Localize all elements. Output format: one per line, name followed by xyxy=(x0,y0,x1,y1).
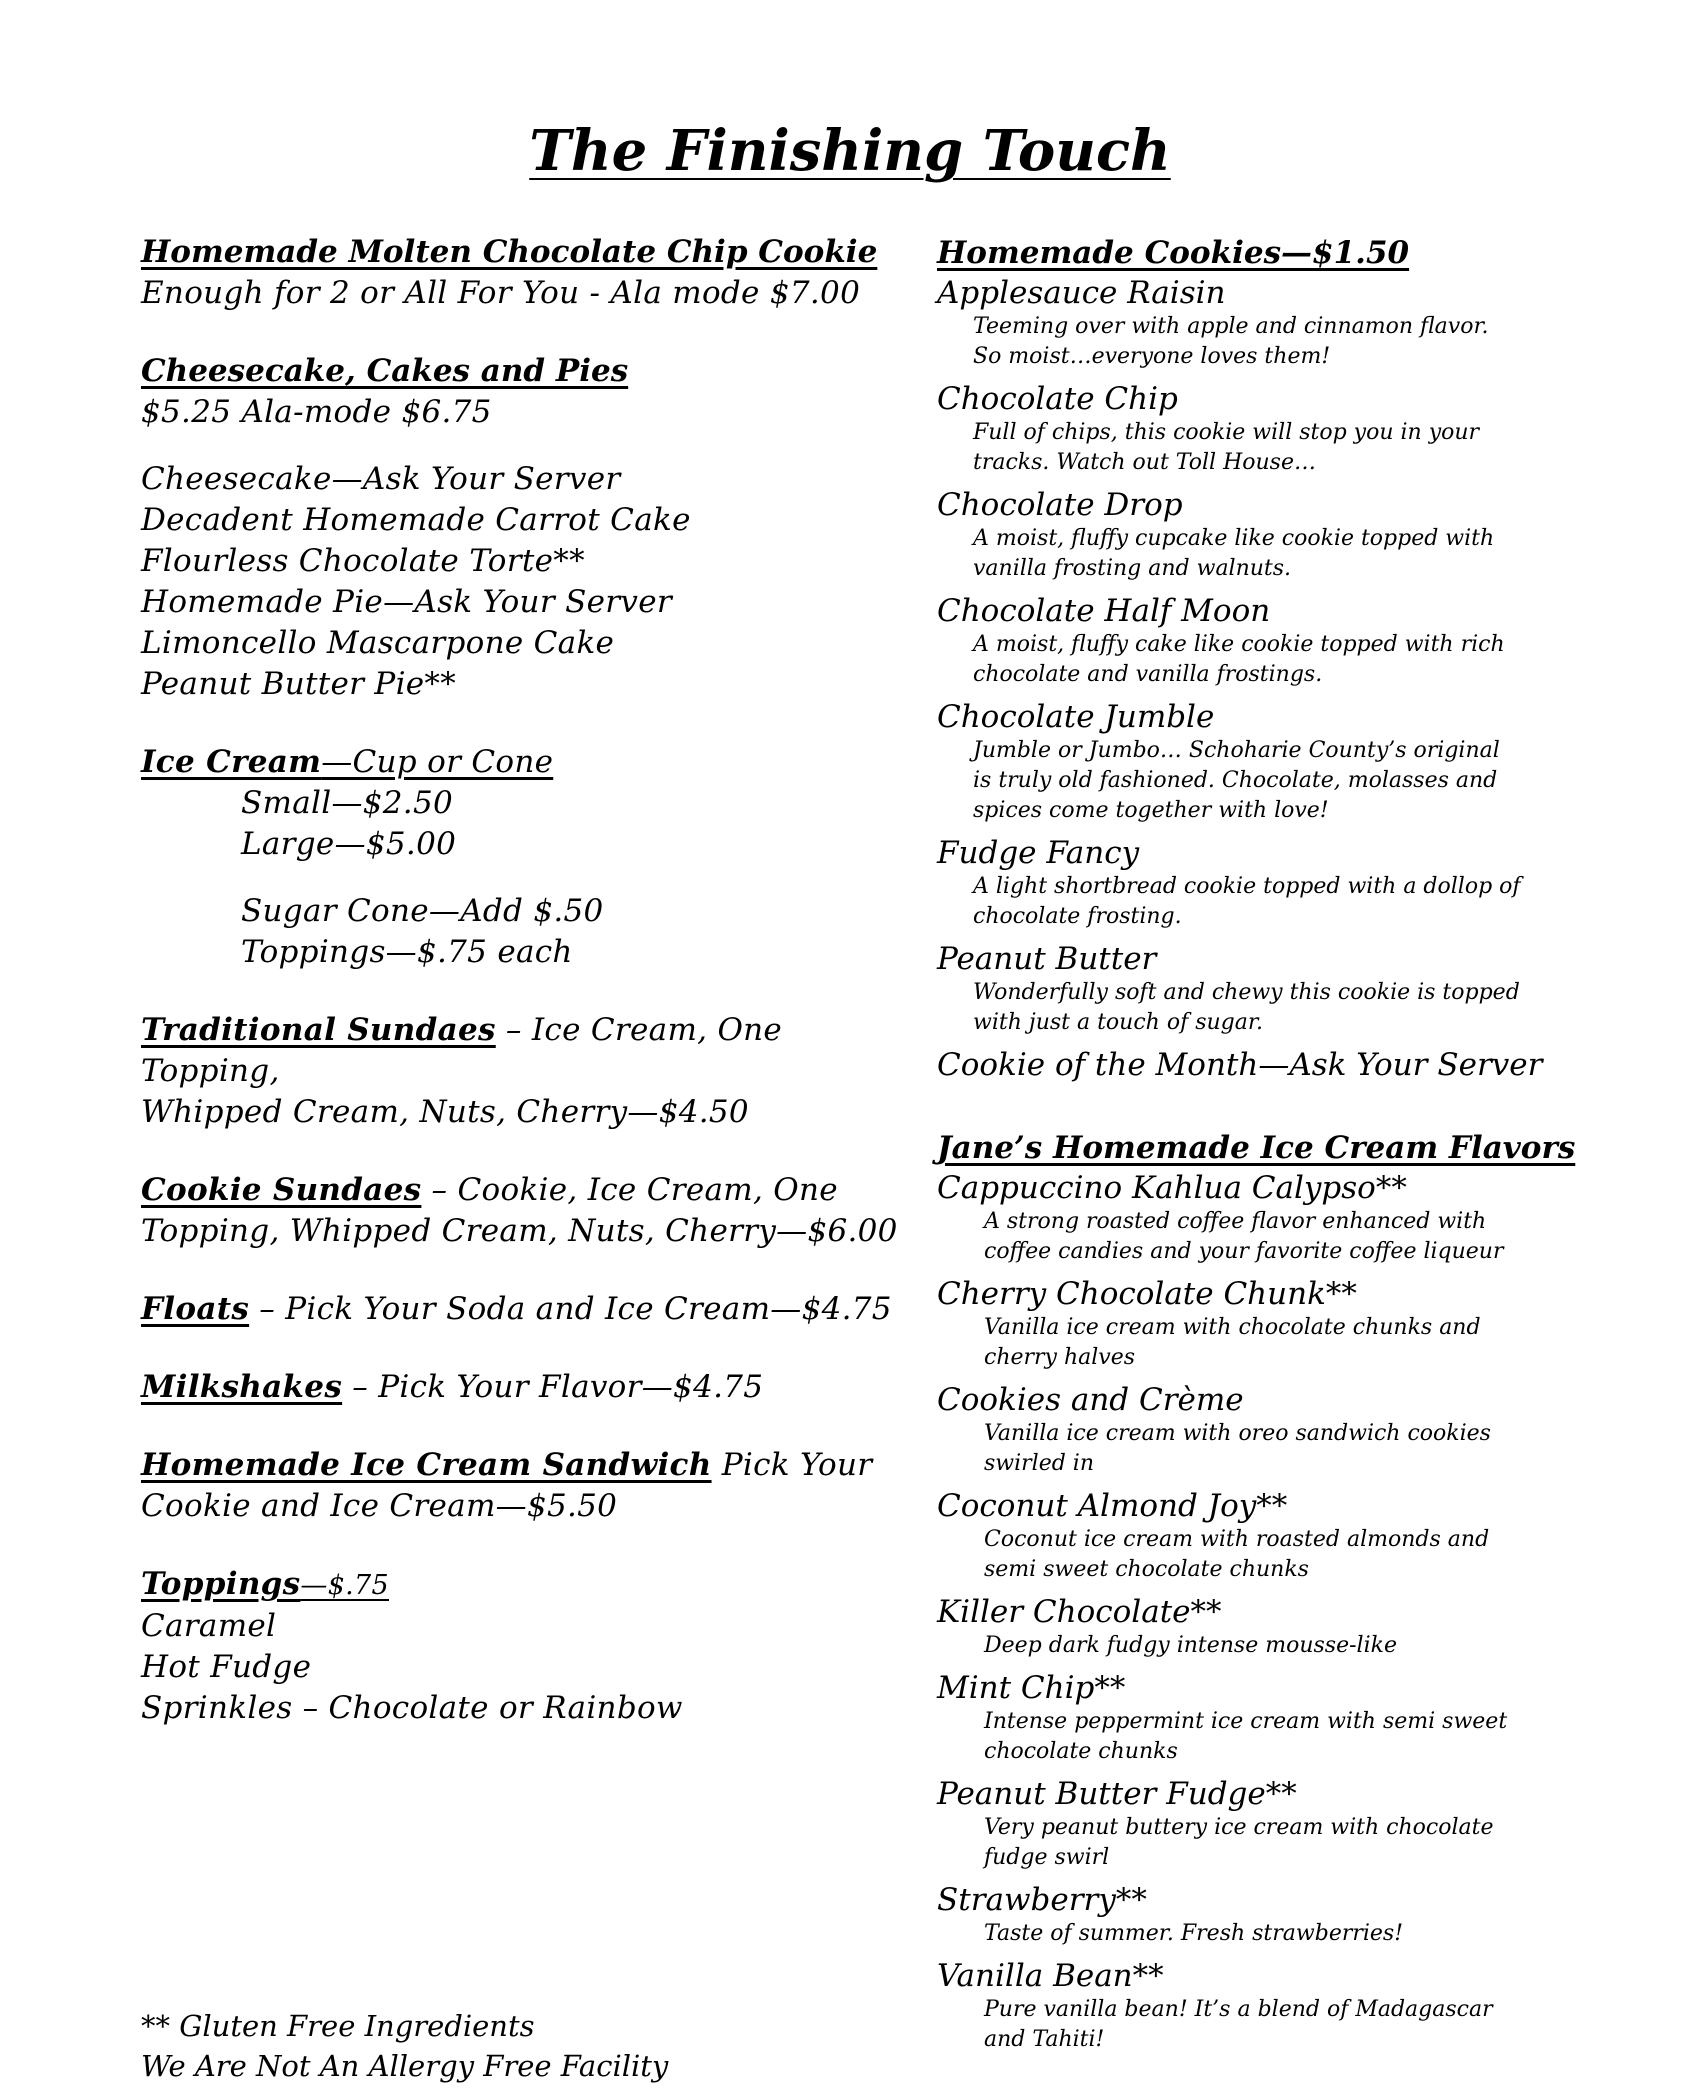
cookie-description xyxy=(937,630,1577,690)
cookie-description xyxy=(937,872,1577,932)
flavor-name: Coconut Almond Joy** xyxy=(937,1488,1288,1524)
section-title: Traditional Sundaes xyxy=(141,1012,496,1048)
flavor-description xyxy=(937,1995,1577,2055)
menu-item: Cheesecake—Ask Your Server xyxy=(141,461,621,497)
section-subtitle: —Cup or Cone xyxy=(321,744,554,780)
section-text: Topping, Whipped Cream, Nuts, Cherry—$6.00 xyxy=(141,1213,898,1249)
description-line: Pure vanilla bean! It’s a blend of Madagascar xyxy=(984,1997,1493,2022)
section-text: – Pick Your Flavor—$4.75 xyxy=(342,1369,764,1405)
section-heading xyxy=(141,742,921,783)
flavor-name: Cookies and Crème xyxy=(937,1382,1244,1418)
right-column xyxy=(937,232,1577,2063)
section-text: – Ice Cream, One Topping, xyxy=(141,1012,783,1089)
description-line: Intense peppermint ice cream with semi sweet xyxy=(984,1709,1508,1734)
flavors-section xyxy=(937,1127,1577,2055)
cookie-name: Chocolate Half Moon xyxy=(937,593,1271,629)
cookies-section xyxy=(937,232,1577,1084)
description-line: swirled in xyxy=(984,1451,1095,1476)
section-title: Homemade Ice Cream Sandwich xyxy=(141,1447,712,1483)
description-line: semi sweet chocolate chunks xyxy=(984,1557,1309,1582)
description-line: Jumble or Jumbo… Schoharie County’s original xyxy=(973,738,1500,763)
gluten-free-note: ** Gluten Free Ingredients xyxy=(141,2009,535,2043)
section-title: Toppings xyxy=(141,1566,301,1602)
section-heading xyxy=(141,1445,921,1486)
molten-cookie-section xyxy=(141,232,921,314)
menu-item: Peanut Butter Pie** xyxy=(141,666,457,702)
cookie-name: Chocolate Drop xyxy=(937,487,1183,523)
description-line: Full of chips, this cookie will stop you in your xyxy=(973,420,1480,445)
topping-item: Caramel xyxy=(141,1608,277,1644)
ice-cream-sandwich-section xyxy=(141,1445,921,1527)
description-line: chocolate chunks xyxy=(984,1739,1178,1764)
description-line: Vanilla ice cream with chocolate chunks and xyxy=(984,1315,1481,1340)
size-price: Small—$2.50 xyxy=(241,785,453,821)
description-line: and Tahiti! xyxy=(984,2027,1105,2052)
flavor-description xyxy=(937,1207,1577,1267)
flavor-description xyxy=(937,1813,1577,1873)
description-line: Taste of summer. Fresh strawberries! xyxy=(984,1921,1404,1946)
description-line: Teeming over with apple and cinnamon flavor. xyxy=(973,314,1489,339)
cookie-description xyxy=(937,978,1577,1038)
section-title: Floats xyxy=(141,1291,250,1327)
description-line: spices come together with love! xyxy=(973,798,1329,823)
section-heading xyxy=(141,1289,921,1330)
section-price: —$.75 xyxy=(300,1570,390,1601)
flavor-name: Cappuccino Kahlua Calypso** xyxy=(937,1170,1407,1206)
description-line: A strong roasted coffee flavor enhanced with xyxy=(984,1209,1487,1234)
flavor-name: Killer Chocolate** xyxy=(937,1594,1222,1630)
description-line: coffee candies and your favorite coffee liqueur xyxy=(984,1239,1504,1264)
section-heading xyxy=(141,1564,921,1606)
description-line: vanilla frosting and walnuts. xyxy=(973,556,1292,581)
description-line: chocolate frosting. xyxy=(973,904,1182,929)
menu-item: Homemade Pie—Ask Your Server xyxy=(141,584,672,620)
description-line: Coconut ice cream with roasted almonds and xyxy=(984,1527,1490,1552)
cakes-section xyxy=(141,351,921,705)
section-title: Jane’s Homemade Ice Cream Flavors xyxy=(937,1130,1576,1166)
menu-item: Limoncello Mascarpone Cake xyxy=(141,625,615,661)
flavor-name: Peanut Butter Fudge** xyxy=(937,1776,1297,1812)
traditional-sundaes-section xyxy=(141,1010,921,1133)
topping-item: Hot Fudge xyxy=(141,1649,312,1685)
menu-item: Flourless Chocolate Torte** xyxy=(141,543,585,579)
cookie-name: Applesauce Raisin xyxy=(937,275,1226,311)
cookie-description xyxy=(937,418,1577,478)
section-price: $5.25 Ala-mode $6.75 xyxy=(141,394,492,430)
floats-section xyxy=(141,1289,921,1330)
flavor-name: Cherry Chocolate Chunk** xyxy=(937,1276,1357,1312)
milkshakes-section xyxy=(141,1367,921,1408)
footer-notes xyxy=(141,2006,668,2086)
description-line: fudge swirl xyxy=(984,1845,1110,1870)
flavor-description xyxy=(937,1525,1577,1585)
cookie-name: Peanut Butter xyxy=(937,941,1157,977)
description-line: Wonderfully soft and chewy this cookie is topped xyxy=(973,980,1520,1005)
section-heading xyxy=(141,1010,921,1092)
section-title: Cheesecake, Cakes and Pies xyxy=(141,353,629,389)
ice-cream-section xyxy=(141,742,921,973)
cookie-sundaes-section xyxy=(141,1170,921,1252)
section-text: Pick Your xyxy=(711,1447,873,1483)
cookie-name: Fudge Fancy xyxy=(937,835,1140,871)
description-line: A moist, fluffy cake like cookie topped with rich xyxy=(973,632,1505,657)
section-title: Homemade Molten Chocolate Chip Cookie xyxy=(141,234,878,270)
description-line: Deep dark fudgy intense mousse-like xyxy=(984,1633,1397,1658)
cookie-description xyxy=(937,312,1577,372)
cookie-name: Chocolate Chip xyxy=(937,381,1178,417)
section-title: Homemade Cookies—$1.50 xyxy=(937,235,1410,271)
flavor-description xyxy=(937,1631,1577,1661)
description-line: with just a touch of sugar. xyxy=(973,1010,1263,1035)
description-line: Vanilla ice cream with oreo sandwich cookies xyxy=(984,1421,1491,1446)
description-line: tracks. Watch out Toll House… xyxy=(973,450,1316,475)
topping-item: Sprinkles – Chocolate or Rainbow xyxy=(141,1690,683,1726)
description-line: Very peanut buttery ice cream with chocolate xyxy=(984,1815,1494,1840)
cookie-of-month: Cookie of the Month—Ask Your Server xyxy=(937,1047,1543,1083)
cookie-name: Chocolate Jumble xyxy=(937,699,1215,735)
section-text: – Pick Your Soda and Ice Cream—$4.75 xyxy=(249,1291,892,1327)
section-title: Cookie Sundaes xyxy=(141,1172,422,1208)
cookie-description xyxy=(937,736,1577,826)
toppings-section xyxy=(141,1564,921,1729)
description-line: A light shortbread cookie topped with a dollop of xyxy=(973,874,1521,899)
section-heading xyxy=(141,1367,921,1408)
flavor-description xyxy=(937,1313,1577,1373)
section-title: Milkshakes xyxy=(141,1369,343,1405)
section-text: Whipped Cream, Nuts, Cherry—$4.50 xyxy=(141,1094,749,1130)
flavor-description xyxy=(937,1919,1577,1949)
left-column xyxy=(141,232,921,1766)
flavor-description xyxy=(937,1707,1577,1767)
cookie-description xyxy=(937,524,1577,584)
page-title: The Finishing Touch xyxy=(529,118,1171,184)
allergy-note: We Are Not An Allergy Free Facility xyxy=(141,2049,669,2083)
description-line: cherry halves xyxy=(984,1345,1136,1370)
section-text: Cookie and Ice Cream—$5.50 xyxy=(141,1488,618,1524)
section-text: – Cookie, Ice Cream, One xyxy=(421,1172,838,1208)
flavor-name: Mint Chip** xyxy=(937,1670,1126,1706)
description-line: So moist…everyone loves them! xyxy=(973,344,1331,369)
description-line: A moist, fluffy cupcake like cookie topped with xyxy=(973,526,1495,551)
flavor-name: Strawberry** xyxy=(937,1882,1147,1918)
section-description: Enough for 2 or All For You - Ala mode $7.00 xyxy=(141,275,861,311)
size-price: Large—$5.00 xyxy=(241,826,457,862)
description-line: is truly old fashioned. Chocolate, molasses and xyxy=(973,768,1498,793)
section-title: Ice Cream xyxy=(141,744,322,780)
extra-price: Toppings—$.75 each xyxy=(241,934,573,970)
menu-item: Decadent Homemade Carrot Cake xyxy=(141,502,691,538)
extra-price: Sugar Cone—Add $.50 xyxy=(241,893,604,929)
section-heading xyxy=(141,1170,921,1211)
description-line: chocolate and vanilla frostings. xyxy=(973,662,1323,687)
flavor-description xyxy=(937,1419,1577,1479)
flavor-name: Vanilla Bean** xyxy=(937,1958,1164,1994)
